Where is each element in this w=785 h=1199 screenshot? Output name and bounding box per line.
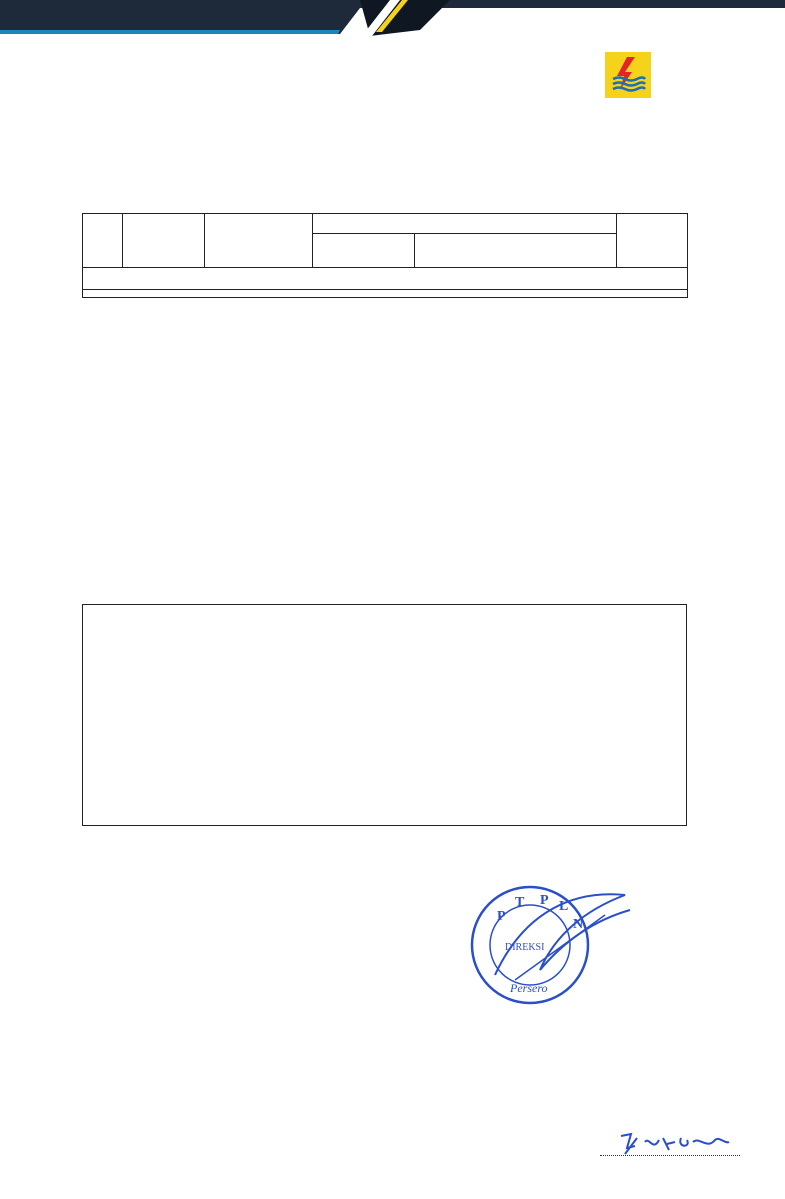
col-header-no [83, 214, 123, 268]
notes-box [82, 604, 687, 826]
col-header-gol-tarif [123, 214, 205, 268]
paraf-signature-icon [615, 1128, 735, 1166]
col-header-pra-bayar [617, 214, 688, 268]
svg-text:L: L [559, 899, 569, 914]
header-banner [0, 0, 785, 40]
table-blank-row [83, 268, 688, 290]
footer-phone [25, 1122, 29, 1136]
pln-logo-icon [605, 52, 651, 98]
svg-text:P: P [540, 893, 549, 908]
svg-text:N: N [573, 917, 584, 932]
tariff-table [82, 213, 688, 298]
col-header-biaya-beban [313, 234, 415, 268]
company-stamp-icon [455, 880, 635, 1010]
col-header-batas-daya [205, 214, 313, 268]
svg-text:DIREKSI: DIREKSI [505, 942, 545, 953]
svg-text:T: T [515, 895, 525, 910]
table-blank-row [83, 290, 688, 298]
col-header-biaya-pemakaian [415, 234, 617, 268]
svg-text:P: P [497, 909, 506, 924]
col-header-reguler [313, 214, 617, 234]
footer-fax [25, 1140, 43, 1154]
svg-text:Persero: Persero [510, 981, 548, 995]
